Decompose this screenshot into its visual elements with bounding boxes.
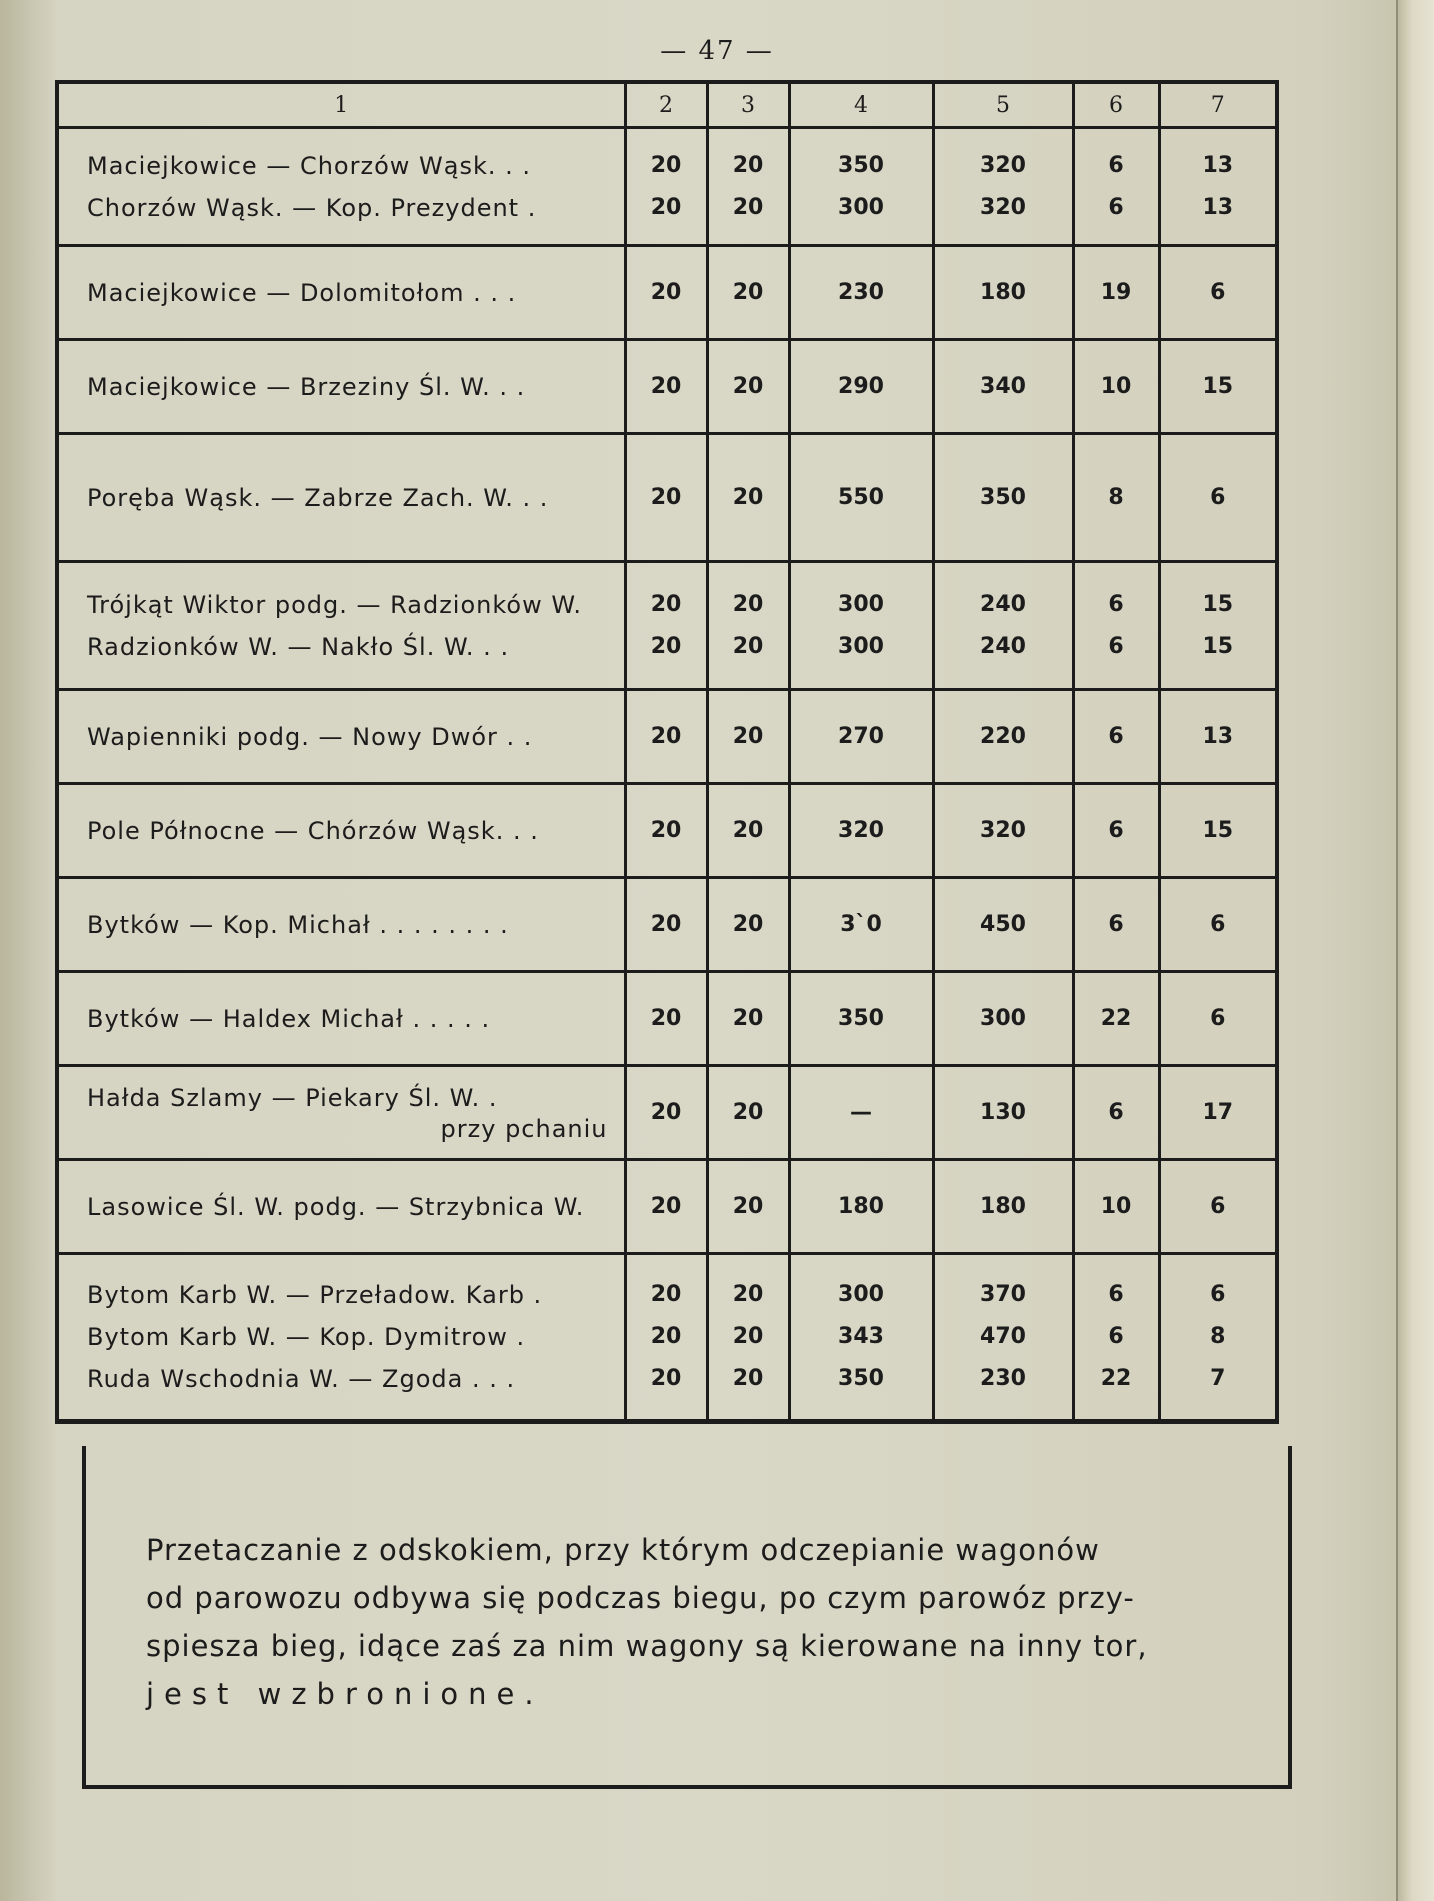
- cell-value: 20: [732, 723, 764, 749]
- value-cell-c6: [1073, 784, 1159, 878]
- value-cell-c7: [1159, 1254, 1277, 1422]
- column-header: 1: [57, 82, 625, 128]
- cell-value: 300: [838, 633, 884, 659]
- value-cell-c2: [625, 1066, 707, 1160]
- cell-value: 15: [1202, 591, 1234, 617]
- value-cell-c4: [789, 784, 933, 878]
- cell-value: 10: [1100, 373, 1132, 399]
- cell-value: 20: [650, 1099, 682, 1125]
- route-name: Chorzów Wąsk. — Kop. Prezydent .: [87, 193, 537, 222]
- table-row: [57, 878, 1277, 972]
- cell-value: 240: [980, 591, 1026, 617]
- value-cell-c4: [789, 128, 933, 246]
- cell-value: 20: [732, 591, 764, 617]
- cell-value: 10: [1100, 1193, 1132, 1219]
- cell-value: 20: [650, 484, 682, 510]
- value-cell-c2: [625, 128, 707, 246]
- route-name: Radzionków W. — Nakło Śl. W. . .: [87, 632, 510, 661]
- value-cell-c3: [707, 246, 789, 340]
- cell-value: 550: [838, 484, 884, 510]
- route-name: Poręba Wąsk. — Zabrze Zach. W. . .: [87, 483, 549, 512]
- value-cell-c7: [1159, 784, 1277, 878]
- cell-value: 6: [1108, 591, 1124, 617]
- table-row: [57, 434, 1277, 562]
- cell-value: 20: [732, 484, 764, 510]
- value-cell-c7: [1159, 1160, 1277, 1254]
- column-header: 5: [933, 82, 1073, 128]
- cell-value: 130: [980, 1099, 1026, 1125]
- notice-box: [82, 1446, 1292, 1789]
- notice-line: Przetaczanie z odskokiem, przy którym odczepianie wagonów: [146, 1533, 1100, 1567]
- book-spine: [1396, 0, 1434, 1901]
- value-cell-c4: [789, 690, 933, 784]
- cell-value: 13: [1202, 152, 1234, 178]
- column-header: 6: [1073, 82, 1159, 128]
- cell-value: 300: [838, 591, 884, 617]
- notice-line: spiesza bieg, idące zaś za nim wagony są kierowane na inny tor,: [146, 1629, 1148, 1663]
- cell-value: 20: [650, 152, 682, 178]
- route-name: Ruda Wschodnia W. — Zgoda . . .: [87, 1365, 516, 1393]
- table-row: [57, 972, 1277, 1066]
- column-header: 4: [789, 82, 933, 128]
- table-row: [57, 1254, 1277, 1422]
- route-name: Hałda Szlamy — Piekary Śl. W. .: [87, 1083, 498, 1112]
- cell-value: 20: [650, 911, 682, 937]
- cell-value: 6: [1210, 279, 1226, 305]
- cell-value: 20: [732, 1193, 764, 1219]
- cell-value: 20: [650, 723, 682, 749]
- cell-value: 320: [980, 817, 1026, 843]
- value-cell-c3: [707, 128, 789, 246]
- cell-value: 8: [1210, 1324, 1226, 1349]
- route-name: Wapienniki podg. — Nowy Dwór . .: [87, 722, 533, 751]
- value-cell-c6: [1073, 128, 1159, 246]
- table-row: [57, 340, 1277, 434]
- value-cell-c2: [625, 784, 707, 878]
- route-name: Lasowice Śl. W. podg. — Strzybnica W.: [87, 1192, 585, 1221]
- value-cell-c6: [1073, 1254, 1159, 1422]
- table-row: [57, 690, 1277, 784]
- cell-value: 220: [980, 723, 1026, 749]
- cell-value: 20: [650, 591, 682, 617]
- value-cell-c7: [1159, 246, 1277, 340]
- cell-value: 13: [1202, 723, 1234, 749]
- cell-value: 240: [980, 633, 1026, 659]
- cell-value: 340: [980, 373, 1026, 399]
- page-number: — 47 —: [660, 36, 774, 66]
- value-cell-c5: [933, 1254, 1073, 1422]
- route-cell: [57, 1160, 625, 1254]
- value-cell-c3: [707, 434, 789, 562]
- cell-value: 290: [838, 373, 884, 399]
- column-header: 2: [625, 82, 707, 128]
- table-row: [57, 246, 1277, 340]
- value-cell-c5: [933, 340, 1073, 434]
- value-cell-c2: [625, 690, 707, 784]
- value-cell-c2: [625, 562, 707, 690]
- cell-value: 3`0: [840, 911, 882, 937]
- route-cell: [57, 562, 625, 690]
- cell-value: 15: [1202, 373, 1234, 399]
- value-cell-c6: [1073, 246, 1159, 340]
- value-cell-c2: [625, 246, 707, 340]
- value-cell-c4: [789, 1160, 933, 1254]
- cell-value: 20: [732, 817, 764, 843]
- cell-value: 20: [650, 817, 682, 843]
- cell-value: 370: [980, 1282, 1026, 1307]
- value-cell-c3: [707, 1160, 789, 1254]
- cell-value: 20: [650, 194, 682, 220]
- value-cell-c3: [707, 972, 789, 1066]
- value-cell-c2: [625, 340, 707, 434]
- value-cell-c2: [625, 878, 707, 972]
- cell-value: 20: [732, 152, 764, 178]
- route-name: Pole Północne — Chórzów Wąsk. . .: [87, 816, 539, 845]
- cell-value: 20: [732, 1005, 764, 1031]
- value-cell-c5: [933, 434, 1073, 562]
- value-cell-c4: [789, 562, 933, 690]
- route-name: Bytków — Haldex Michał . . . . .: [87, 1004, 491, 1033]
- route-cell: [57, 246, 625, 340]
- cell-value: 6: [1108, 911, 1124, 937]
- route-cell: [57, 1254, 625, 1422]
- cell-value: 20: [732, 279, 764, 305]
- table-row: [57, 784, 1277, 878]
- value-cell-c3: [707, 878, 789, 972]
- route-name: Bytom Karb W. — Przeładow. Karb .: [87, 1281, 543, 1309]
- value-cell-c7: [1159, 1066, 1277, 1160]
- value-cell-c5: [933, 784, 1073, 878]
- value-cell-c3: [707, 690, 789, 784]
- value-cell-c5: [933, 1160, 1073, 1254]
- value-cell-c3: [707, 1254, 789, 1422]
- value-cell-c5: [933, 128, 1073, 246]
- cell-value: 300: [838, 194, 884, 220]
- notice-line: od parowozu odbywa się podczas biegu, po czym parowóz przy-: [146, 1581, 1135, 1615]
- cell-value: 6: [1108, 1282, 1124, 1307]
- column-header: 3: [707, 82, 789, 128]
- cell-value: 300: [980, 1005, 1026, 1031]
- cell-value: 20: [650, 1366, 682, 1391]
- cell-value: 20: [732, 1324, 764, 1349]
- value-cell-c6: [1073, 434, 1159, 562]
- value-cell-c5: [933, 562, 1073, 690]
- value-cell-c6: [1073, 562, 1159, 690]
- cell-value: 20: [650, 633, 682, 659]
- route-cell: [57, 340, 625, 434]
- value-cell-c4: [789, 1254, 933, 1422]
- cell-value: 300: [838, 1282, 884, 1307]
- cell-value: 20: [732, 633, 764, 659]
- value-cell-c5: [933, 878, 1073, 972]
- cell-value: 20: [650, 1282, 682, 1307]
- value-cell-c6: [1073, 972, 1159, 1066]
- cell-value: 22: [1100, 1005, 1132, 1031]
- value-cell-c4: [789, 434, 933, 562]
- cell-value: 180: [838, 1193, 884, 1219]
- cell-value: 20: [732, 1366, 764, 1391]
- value-cell-c7: [1159, 128, 1277, 246]
- cell-value: 17: [1202, 1099, 1234, 1125]
- value-cell-c7: [1159, 878, 1277, 972]
- cell-value: 6: [1210, 484, 1226, 510]
- value-cell-c6: [1073, 1160, 1159, 1254]
- value-cell-c2: [625, 434, 707, 562]
- cell-value: 350: [838, 152, 884, 178]
- cell-value: 20: [732, 373, 764, 399]
- table-row: [57, 562, 1277, 690]
- value-cell-c7: [1159, 434, 1277, 562]
- cell-value: 6: [1108, 194, 1124, 220]
- cell-value: 20: [650, 1005, 682, 1031]
- cell-value: 22: [1100, 1366, 1132, 1391]
- cell-value: 320: [980, 152, 1026, 178]
- cell-value: 470: [980, 1324, 1026, 1349]
- value-cell-c7: [1159, 340, 1277, 434]
- route-cell: [57, 128, 625, 246]
- value-cell-c5: [933, 972, 1073, 1066]
- table-header-row: [57, 82, 1277, 128]
- notice-text: [146, 1526, 1226, 1718]
- value-cell-c3: [707, 340, 789, 434]
- value-cell-c5: [933, 246, 1073, 340]
- cell-value: 343: [838, 1324, 884, 1349]
- cell-value: 6: [1108, 1099, 1124, 1125]
- cell-value: 19: [1100, 279, 1132, 305]
- cell-value: 6: [1210, 1005, 1226, 1031]
- value-cell-c5: [933, 1066, 1073, 1160]
- cell-value: 20: [732, 194, 764, 220]
- table-row: [57, 1066, 1277, 1160]
- cell-value: 20: [650, 1324, 682, 1349]
- route-cell: [57, 784, 625, 878]
- route-cell: [57, 972, 625, 1066]
- cell-value: 13: [1202, 194, 1234, 220]
- cell-value: 450: [980, 911, 1026, 937]
- route-name: Bytom Karb W. — Kop. Dymitrow .: [87, 1323, 526, 1351]
- cell-value: 320: [980, 194, 1026, 220]
- route-name: Maciejkowice — Dolomitołom . . .: [87, 278, 517, 307]
- value-cell-c4: [789, 246, 933, 340]
- cell-value: 180: [980, 1193, 1026, 1219]
- cell-value: 20: [732, 911, 764, 937]
- value-cell-c3: [707, 784, 789, 878]
- cell-value: 15: [1202, 817, 1234, 843]
- column-header: 7: [1159, 82, 1277, 128]
- cell-value: 20: [650, 373, 682, 399]
- route-cell: [57, 434, 625, 562]
- value-cell-c6: [1073, 340, 1159, 434]
- value-cell-c7: [1159, 562, 1277, 690]
- cell-value: 230: [838, 279, 884, 305]
- value-cell-c4: [789, 1066, 933, 1160]
- value-cell-c3: [707, 1066, 789, 1160]
- cell-value: 6: [1210, 1193, 1226, 1219]
- cell-value: 180: [980, 279, 1026, 305]
- cell-value: 7: [1210, 1366, 1226, 1391]
- route-name: Bytków — Kop. Michał . . . . . . . .: [87, 910, 509, 939]
- cell-value: 6: [1108, 817, 1124, 843]
- route-cell: [57, 878, 625, 972]
- cell-value: 6: [1108, 152, 1124, 178]
- cell-value: 8: [1108, 484, 1124, 510]
- route-note: przy pchaniu: [440, 1114, 608, 1143]
- cell-value: 6: [1108, 723, 1124, 749]
- route-cell: [57, 1066, 625, 1160]
- shunting-table: [55, 80, 1279, 1424]
- table-row: [57, 1160, 1277, 1254]
- value-cell-c5: [933, 690, 1073, 784]
- value-cell-c7: [1159, 972, 1277, 1066]
- cell-value: 6: [1210, 911, 1226, 937]
- value-cell-c4: [789, 878, 933, 972]
- notice-line-emphasis: jest wzbronione.: [146, 1677, 544, 1711]
- route-name: Maciejkowice — Chorzów Wąsk. . .: [87, 151, 531, 180]
- route-name: Trójkąt Wiktor podg. — Radzionków W.: [87, 590, 582, 619]
- cell-value: 6: [1108, 633, 1124, 659]
- route-cell: [57, 690, 625, 784]
- table-body: [57, 128, 1277, 1422]
- cell-value: 6: [1210, 1282, 1226, 1307]
- cell-value: —: [850, 1099, 872, 1125]
- value-cell-c3: [707, 562, 789, 690]
- cell-value: 20: [732, 1099, 764, 1125]
- cell-value: 270: [838, 723, 884, 749]
- cell-value: 20: [650, 1193, 682, 1219]
- value-cell-c2: [625, 972, 707, 1066]
- value-cell-c4: [789, 972, 933, 1066]
- cell-value: 20: [650, 279, 682, 305]
- value-cell-c2: [625, 1160, 707, 1254]
- value-cell-c4: [789, 340, 933, 434]
- value-cell-c7: [1159, 690, 1277, 784]
- cell-value: 6: [1108, 1324, 1124, 1349]
- route-name: Maciejkowice — Brzeziny Śl. W. . .: [87, 372, 526, 401]
- value-cell-c6: [1073, 878, 1159, 972]
- cell-value: 350: [838, 1005, 884, 1031]
- cell-value: 15: [1202, 633, 1234, 659]
- table-row: [57, 128, 1277, 246]
- cell-value: 230: [980, 1366, 1026, 1391]
- cell-value: 320: [838, 817, 884, 843]
- value-cell-c2: [625, 1254, 707, 1422]
- cell-value: 350: [838, 1366, 884, 1391]
- value-cell-c6: [1073, 1066, 1159, 1160]
- cell-value: 350: [980, 484, 1026, 510]
- cell-value: 20: [732, 1282, 764, 1307]
- value-cell-c6: [1073, 690, 1159, 784]
